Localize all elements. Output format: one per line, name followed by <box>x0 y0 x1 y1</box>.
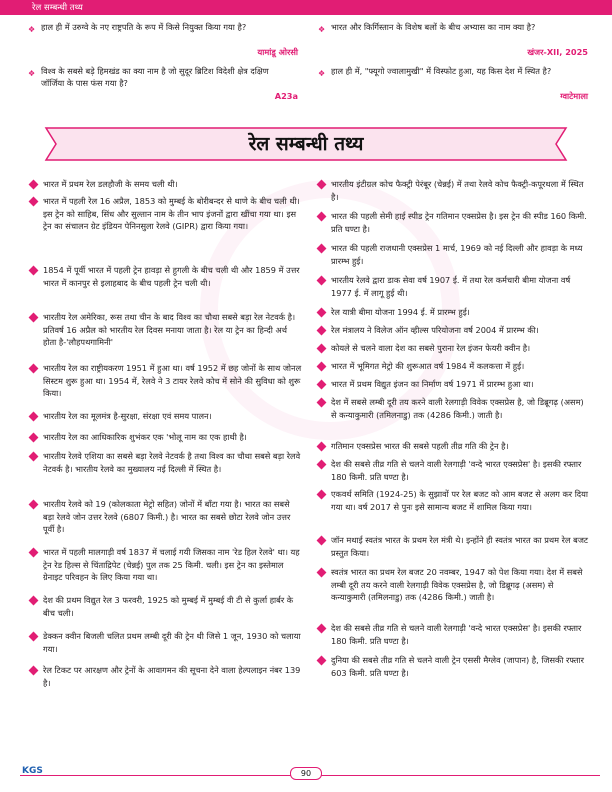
fact-text: भारत में भूमिगत मेट्रो की शुरूआत वर्ष 1984 में कलकत्ता में हुई। <box>331 361 525 371</box>
fact-text: दुनिया की सबसे तीव्र गति से चलने वाली ट्रेन एससी मैग्लेव (जापान) है, जिसकी रफ्तार 603 किमी. प्रति घण्टा है। <box>331 655 584 678</box>
bullet-icon: ❖ <box>318 25 326 34</box>
fact-text: भारत की पहली सेमी हाई स्पीड ट्रेन गतिमान एक्सप्रेस है। इस ट्रेन की स्पीड 160 किमी. प्रति घण्टा है। <box>331 211 587 234</box>
fact-text: भारतीय रेलवे को 19 (कोलकाता मेट्रो सहित) जोनों में बाँटा गया है। भारत का सबसे बड़ा रेलवे जोन उत्तर रेलवे (6807 किमी.) है। भारत का सबसे छोटा रेलवे जोन उत्तर पूर्वी है। <box>43 499 291 534</box>
diamond-bullet-icon <box>29 666 39 676</box>
fact-text: रेल मंत्रालय ने विलेज ऑन व्हील्स परियोजना वर्ष 2004 में प्रारम्भ की। <box>331 325 539 335</box>
fact-text: देश की सबसे तीव्र गति से चलने वाली रेलगाड़ी 'वन्दे भारत एक्सप्रेस' है। इसकी रफ्तार 180 किमी. प्रति घण्टा है। <box>331 459 582 482</box>
quiz-question: हाल ही में उरुग्वे के नए राष्ट्रपति के रूप में किसे नियुक्त किया गया है? <box>41 22 247 32</box>
quiz-item <box>318 22 588 58</box>
fact-text: देश की प्रथम विद्युत रेल 3 फरवरी, 1925 को मुम्बई में मुम्बई वी टी से कुर्ला हार्बर के बीच चली। <box>43 595 294 618</box>
diamond-bullet-icon <box>29 266 39 276</box>
page-number: 90 <box>290 767 322 780</box>
quiz-item <box>318 66 588 102</box>
diamond-bullet-icon <box>29 433 39 443</box>
fact-text: भारत की पहली राजधानी एक्सप्रेस 1 मार्च, 1969 को नई दिल्ली और हावड़ा के मध्य प्रारम्भ हुई। <box>331 243 583 266</box>
fact-text: भारत में प्रथम विद्युत इंजन का निर्माण वर्ष 1971 में प्रारम्भ हुआ था। <box>331 379 534 389</box>
diamond-bullet-icon <box>317 568 327 578</box>
diamond-bullet-icon <box>29 500 39 510</box>
diamond-bullet-icon <box>29 596 39 606</box>
bullet-icon: ❖ <box>318 69 326 78</box>
diamond-bullet-icon <box>29 197 39 207</box>
diamond-bullet-icon <box>29 180 39 190</box>
diamond-bullet-icon <box>317 490 327 500</box>
kgs-logo: KGS <box>22 766 43 776</box>
fact-text: गतिमान एक्सप्रेस भारत की सबसे पहली तीव्र गति की ट्रेन है। <box>331 441 509 451</box>
fact-text: रेल टिकट पर आरक्षण और ट्रेनों के आवागमन की सूचना देने वाला हेल्पलाइन नंबर 139 है। <box>43 665 301 688</box>
diamond-bullet-icon <box>29 452 39 462</box>
diamond-bullet-icon <box>29 632 39 642</box>
diamond-bullet-icon <box>29 364 39 374</box>
quiz-question: हाल ही में, "फ्यूगो ज्वालामुखी" में विस्फोट हुआ, यह किस देश में स्थित है? <box>331 66 552 76</box>
bullet-icon: ❖ <box>28 25 36 34</box>
header-bar <box>0 0 612 15</box>
diamond-bullet-icon <box>317 656 327 666</box>
fact-text: देश की सबसे तीव्र गति से चलने वाली रेलगाड़ी 'वन्दे भारत एक्सप्रेस' है। इसकी रफ्तार 180 किमी. प्रति घण्टा है। <box>331 623 582 646</box>
fact-text: कोयले से चलने वाला देश का सबसे पुराना रेल इंजन फेयरी क्वीन है। <box>331 343 531 353</box>
fact-text: भारत में पहली मालगाड़ी वर्ष 1837 में चलाई गयी जिसका नाम 'रेड हिल रेलवे' था। यह ट्रेन रेड हिल्स से चिंताद्रिपेट (चेन्नई) पुल तक 25 किमी. चली। इस ट्रेन का इस्तेमाल ग्रेनाइट परिवहन के लिए किया गया था। <box>43 547 300 582</box>
fact-text: भारत में पहली रेल 16 अप्रैल, 1853 को मुम्बई के बोरीबन्दर से थाणे के बीच चली थी। इस ट्रेन को साहिब, सिंध और सुल्तान नाम के तीन भाप इंजनों द्वारा खींचा गया था। इस ट्रेन का संचालन ग्रेट इंडियन पेनिनसुला रेलवे (GIPR) द्वारा किया गया। <box>43 196 300 231</box>
section-title: रेल सम्बन्धी तथ्य <box>248 133 364 155</box>
fact-text: भारतीय इंटीग्रल कोच फैक्ट्री पेरंबूर (चेन्नई) में तथा रेलवे कोच फैक्ट्री-कपूरथला में स्थित है। <box>331 179 584 202</box>
quiz-answer: ग्वाटेमाला <box>560 90 588 101</box>
quiz-item <box>28 66 298 102</box>
fact-text: भारतीय रेलवे द्वारा डाक सेवा वर्ष 1907 ई. में तथा रेल कर्मचारी बीमा योजना वर्ष 1977 ई. में लागू हुई थी। <box>331 275 571 298</box>
diamond-bullet-icon <box>29 313 39 323</box>
fact-text: भारतीय रेल का मूलमंत्र है-सुरक्षा, संरक्षा एवं समय पालन। <box>43 411 212 421</box>
fact-text: भारतीय रेल का आधिकारिक शुभंकर एक 'भोलू नाम का एक हाथी है। <box>43 432 247 442</box>
fact-text: डेक्कन क्वीन बिजली चलित प्रथम लम्बी दूरी की ट्रेन थी जिसे 1 जून, 1930 को चलाया गया। <box>43 631 301 654</box>
bullet-icon: ❖ <box>28 69 36 78</box>
fact-text: भारत में प्रथम रेल डलहौजी के समय चली थी। <box>43 179 178 189</box>
quiz-question: विश्व के सबसे बड़े हिमखंड का क्या नाम है जो सुदूर ब्रिटिश विदेशी क्षेत्र दक्षिण जॉर्जिया के पास फंस गया है? <box>41 66 269 88</box>
quiz-answer: A23a <box>274 90 298 101</box>
quiz-answer: खंजर-XII, 2025 <box>527 46 588 57</box>
diamond-bullet-icon <box>317 442 327 452</box>
diamond-bullet-icon <box>317 624 327 634</box>
fact-text: जॉन मथाई स्वतंत्र भारत के प्रथम रेल मंत्री थे। इन्होंने ही स्वतंत्र भारत का प्रथम रेल बजट प्रस्तुत किया। <box>331 535 589 558</box>
quiz-item <box>28 22 298 58</box>
fact-text: भारतीय रेल अमेरिका, रूस तथा चीन के बाद विश्व का चौथा सबसे बड़ा रेल नेटवर्क है। प्रतिवर्ष 16 अप्रैल को भारतीय रेल दिवस मनाया जाता है। रेल या ट्रेन का हिन्दी अर्थ होता है-'लौहपथगामिनी' <box>43 312 296 347</box>
fact-text: स्वतंत्र भारत का प्रथम रेल बजट 20 नवम्बर, 1947 को पेश किया गया। देश में सबसे लम्बी दूरी तय करने वाली रेलगाड़ी विवेक एक्सप्रेस है, जो डिब्रूगढ़ (असम) से कन्याकुमारी (तमिलनाडु) तक (4286 किमी.) जाती है। <box>331 567 583 602</box>
quiz-question: भारत और किर्गिस्तान के विशेष बलों के बीच अभ्यास का नाम क्या है? <box>331 22 536 32</box>
fact-text: रेल यात्री बीमा योजना 1994 ई. में प्रारम्भ हुई। <box>331 307 470 317</box>
diamond-bullet-icon <box>317 536 327 546</box>
fact-text: भारतीय रेलवे एशिया का सबसे बड़ा रेलवे नेटवर्क है तथा विश्व का चौथा सबसे बड़ा रेलवे नेटवर्क है। भारतीय रेलवे का मुख्यालय नई दिल्ली में स्थित है। <box>43 451 301 474</box>
quiz-answer: यामांडू ओरसी <box>257 46 298 57</box>
header-divider <box>20 14 600 15</box>
fact-text: एकवर्थ समिति (1924-25) के सुझावों पर रेल बजट को आम बजट से अलग कर दिया गया था। वर्ष 2017 से पुनः इसे सामान्य बजट में शामिल किया गया। <box>331 489 589 512</box>
fact-text: देश में सबसे लम्बी दूरी तय करने वाली रेलगाड़ी विवेक एक्सप्रेस है, जो डिब्रूगढ़ (असम) से कन्याकुमारी (तमिलनाडु) तक (4286 किमी.) जाती है। <box>331 397 584 420</box>
fact-text: भारतीय रेल का राष्ट्रीयकरण 1951 में हुआ था। वर्ष 1952 में छह जोनों के साथ जोनल सिस्टम शुरू हुआ था। 1954 में, रेलवे ने 3 टायर रेलवे कोच में सोने की सुविधा को शुरू किया। <box>43 363 302 398</box>
section-banner <box>36 126 576 162</box>
header-title: रेल सम्बन्धी तथ्य <box>32 3 83 13</box>
diamond-bullet-icon <box>29 412 39 422</box>
diamond-bullet-icon <box>317 460 327 470</box>
diamond-bullet-icon <box>29 548 39 558</box>
fact-text: 1854 में पूर्वी भारत में पहली ट्रेन हावड़ा से हुगली के बीच चली थी और 1859 में उत्तर भारत में कानपुर से इलाहबाद के बीच पहली ट्रेन चली थी। <box>43 265 300 288</box>
